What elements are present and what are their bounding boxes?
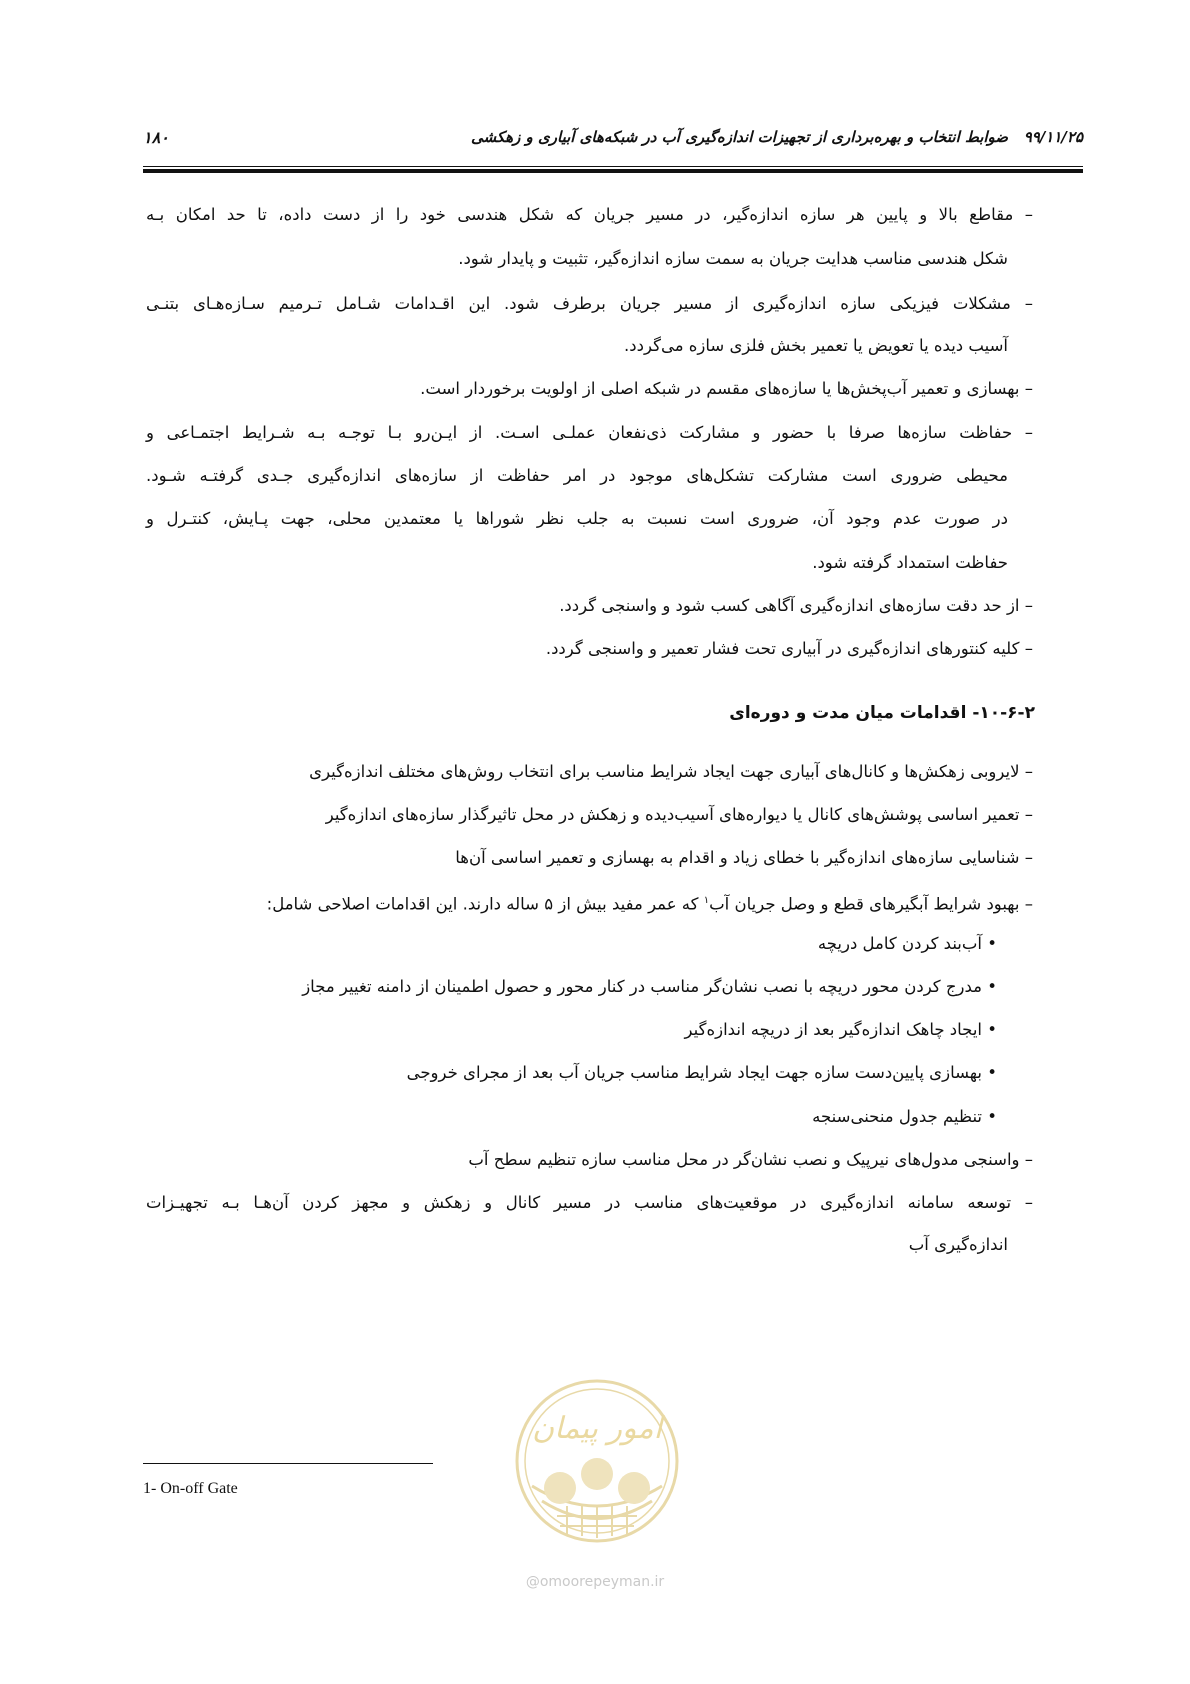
paragraph-line: – مشکلات فیزیکی سازه اندازه‌گیری از مسیر جریان برطرف شود. این اقـدامات شـامل تـرمیم سـازه‌هـای بتنـی	[146, 294, 1033, 313]
paragraph-line: – واسنجی مدول‌های نیرپیک و نصب نشان‌گر در محل مناسب سازه تنظیم سطح آب	[468, 1150, 1033, 1169]
paragraph-line: – لایروبی زهکش‌ها و کانال‌های آبیاری جهت ایجاد شرایط مناسب برای انتخاب روش‌های مختلف اندازه‌گیری	[309, 762, 1033, 781]
paragraph-line: – مقاطع بالا و پایین هر سازه اندازه‌گیر، در مسیر جریان که شکل هندسی خود را از دست داده، تا حد امکان بـه	[146, 205, 1033, 224]
bullet-item: • مدرج کردن محور دریچه با نصب نشان‌گر مناسب در کنار محور و حصول اطمینان از دامنه تغییر مجاز	[302, 977, 997, 996]
paragraph-line: – شناسایی سازه‌های اندازه‌گیر با خطای زیاد و اقدام به بهسازی و تعمیر اساسی آن‌ها	[455, 848, 1033, 867]
header-title: ۹۹/۱۱/۲۵ ضوابط انتخاب و بهره‌برداری از تجهیزات اندازه‌گیری آب در شبکه‌های آبیاری و زهکشی	[471, 128, 1083, 146]
paragraph-line: – کلیه کنتورهای اندازه‌گیری در آبیاری تحت فشار تعمیر و واسنجی گردد.	[545, 639, 1033, 658]
section-heading: ۱۰-۶-۲- اقدامات میان مدت و دوره‌ای	[729, 703, 1035, 723]
paragraph-line: شکل هندسی مناسب هدایت جریان به سمت سازه اندازه‌گیر، تثبیت و پایدار شود.	[458, 249, 1008, 268]
paragraph-line: محیطی ضروری است مشارکت تشکل‌های موجود در امر حفاظت از سازه‌های اندازه‌گیری جـدی گرفتـه شـود.	[146, 466, 1008, 485]
page-number: ۱۸۰	[143, 128, 169, 147]
paragraph-line: در صورت عدم وجود آن، ضروری است نسبت به جلب نظر شوراها یا معتمدین محلی، جهت پـایش، کنتـرل و	[146, 509, 1008, 528]
paragraph-line: – حفاظت سازه‌ها صرفا با حضور و مشارکت ذی‌نفعان عملـی اسـت. از ایـن‌رو بـا توجـه بـه شـرایط اجتمـاعی و	[146, 423, 1033, 442]
paragraph-line: اندازه‌گیری آب	[908, 1235, 1008, 1254]
watermark-logo	[512, 1376, 682, 1546]
header-rule	[143, 166, 1083, 167]
paragraph-line: – تعمیر اساسی پوشش‌های کانال یا دیواره‌های آسیب‌دیده و زهکش در محل تاثیرگذار سازه‌های اندازه‌گیر	[325, 805, 1033, 824]
paragraph-line: – توسعه سامانه اندازه‌گیری در موقعیت‌های مناسب در مسیر کانال و زهکش و مجهز کردن آن‌هـا بـه تجهیـزات	[146, 1193, 1033, 1212]
watermark-url: @omoorepeyman.ir	[525, 1574, 665, 1590]
footnote-ref: ۱	[703, 895, 710, 906]
svg-text:امور پیمان: امور پیمان	[532, 1411, 662, 1446]
paragraph-line: – بهسازی و تعمیر آب‌پخش‌ها یا سازه‌های مقسم در شبکه اصلی از اولویت برخوردار است.	[420, 379, 1033, 398]
header-rule-thick	[143, 169, 1083, 173]
paragraph-line: آسیب دیده یا تعویض یا تعمیر بخش فلزی سازه می‌گردد.	[624, 336, 1008, 355]
paragraph-line: – از حد دقت سازه‌های اندازه‌گیری آگاهی کسب شود و واسنجی گردد.	[559, 596, 1033, 615]
page-header	[143, 128, 1083, 158]
bullet-item: • آب‌بند کردن کامل دریچه	[817, 934, 997, 953]
bullet-item: • ایجاد چاهک اندازه‌گیر بعد از دریچه اندازه‌گیر	[684, 1020, 997, 1039]
bullet-item: • تنظیم جدول منحنی‌سنجه	[812, 1107, 997, 1126]
paragraph-line: حفاظت استمداد گرفته شود.	[812, 553, 1008, 572]
footnote-text: 1- On-off Gate	[143, 1480, 238, 1497]
paragraph-line: – بهبود شرایط آبگیرهای قطع و وصل جریان آب$^۱$ که عمر مفید بیش از ۵ ساله دارند. این اقدامات اصلاحی شامل:	[266, 894, 1033, 914]
footnote-rule	[143, 1463, 433, 1464]
bullet-item: • بهسازی پایین‌دست سازه جهت ایجاد شرایط مناسب جریان آب بعد از مجرای خروجی	[406, 1063, 997, 1082]
